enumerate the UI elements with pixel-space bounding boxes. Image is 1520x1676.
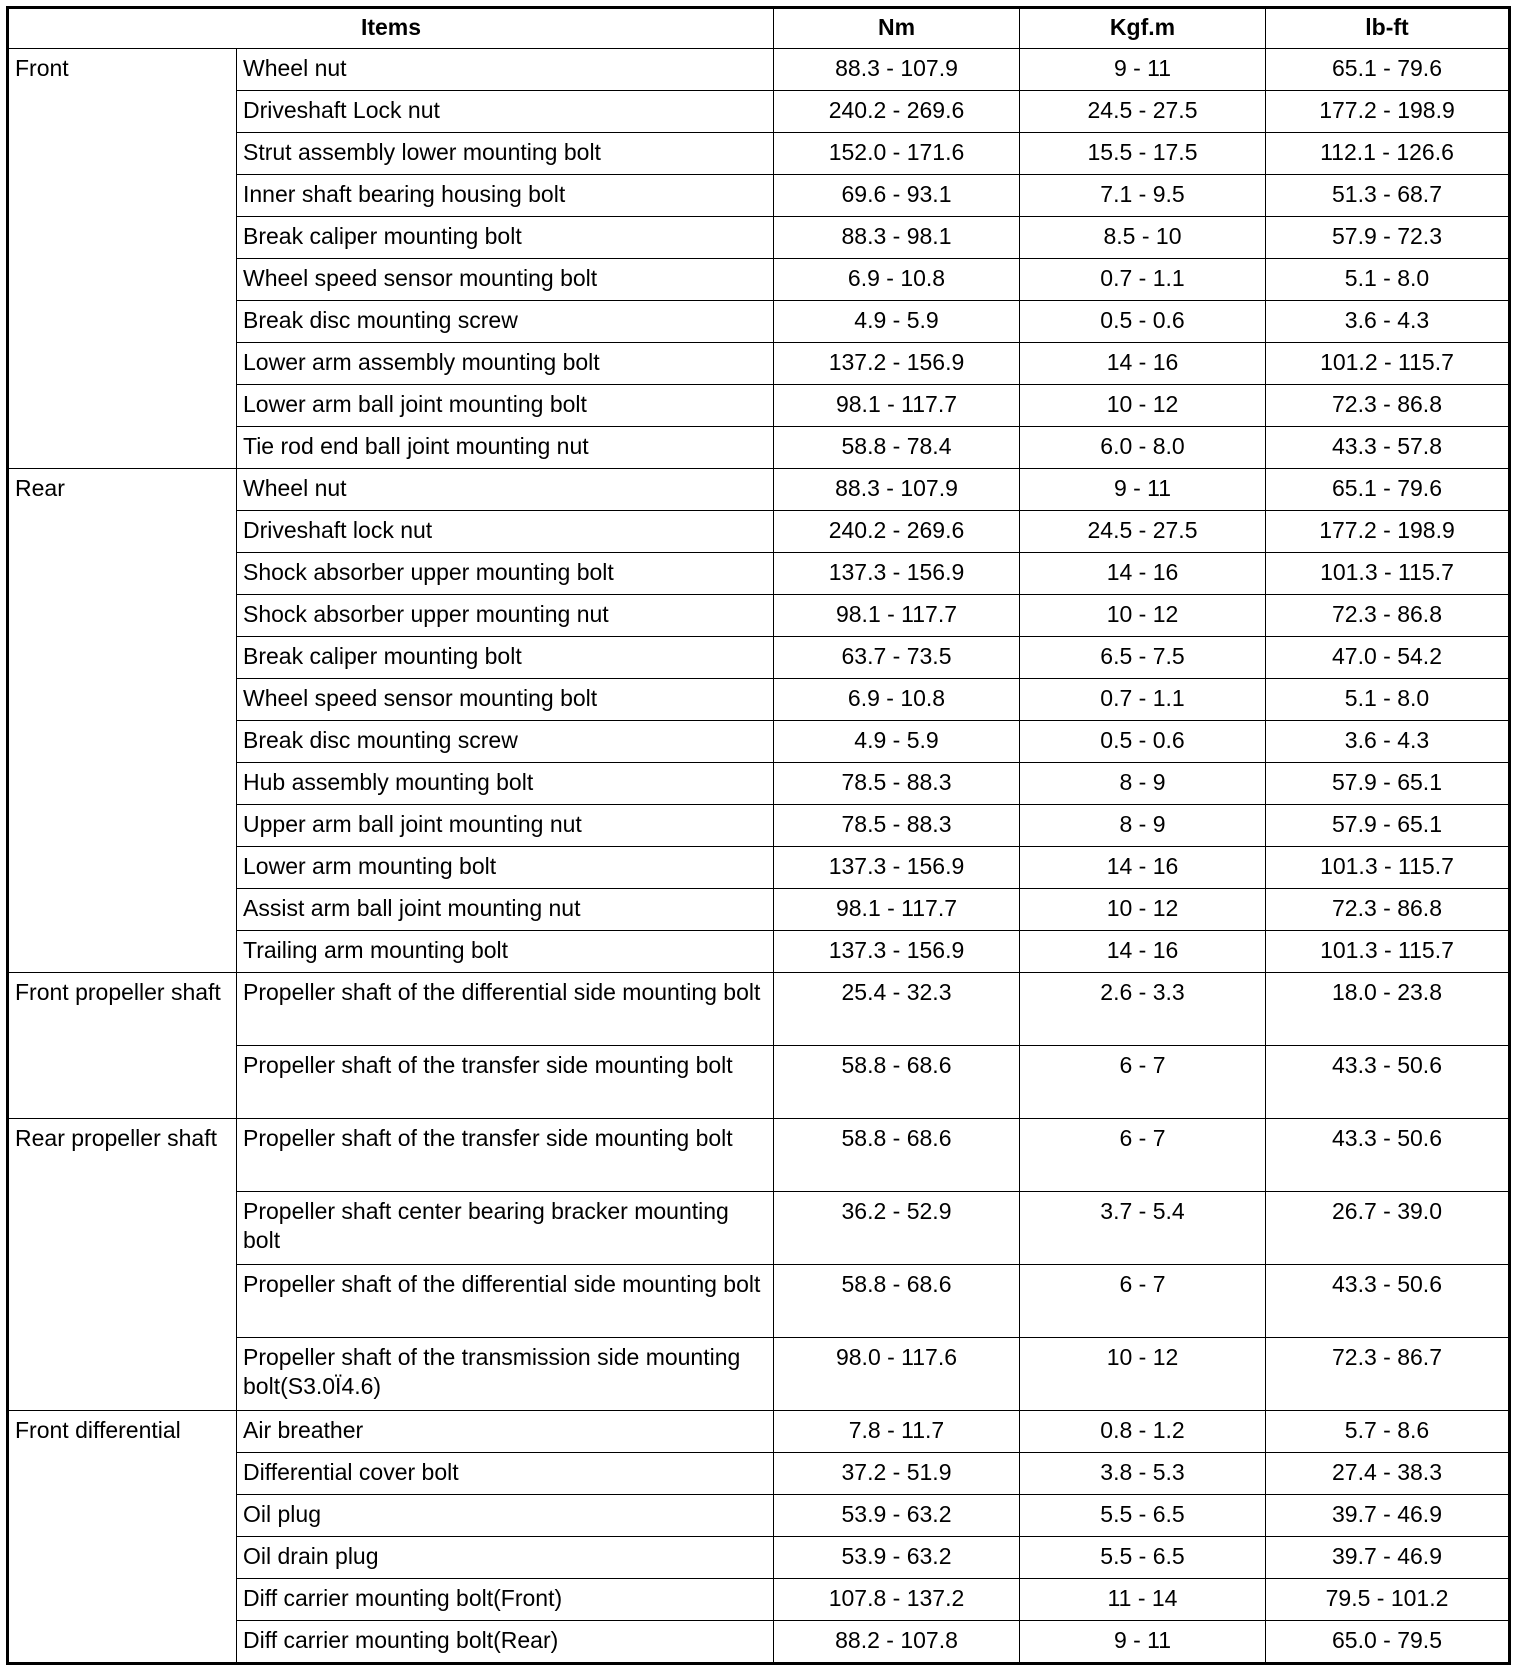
nm-cell: 98.1 - 117.7 xyxy=(774,385,1020,427)
nm-cell: 88.2 - 107.8 xyxy=(774,1621,1020,1664)
lbft-cell: 3.6 - 4.3 xyxy=(1266,721,1510,763)
kgf-cell: 3.7 - 5.4 xyxy=(1020,1192,1266,1265)
nm-cell: 25.4 - 32.3 xyxy=(774,973,1020,1046)
lbft-cell: 27.4 - 38.3 xyxy=(1266,1453,1510,1495)
header-items: Items xyxy=(8,8,774,49)
nm-cell: 137.3 - 156.9 xyxy=(774,847,1020,889)
item-cell: Lower arm mounting bolt xyxy=(237,847,774,889)
lbft-cell: 72.3 - 86.7 xyxy=(1266,1338,1510,1411)
group-label: Front propeller shaft xyxy=(8,973,237,1119)
item-cell: Oil drain plug xyxy=(237,1537,774,1579)
kgf-cell: 0.7 - 1.1 xyxy=(1020,259,1266,301)
lbft-cell: 5.7 - 8.6 xyxy=(1266,1411,1510,1453)
item-cell: Break disc mounting screw xyxy=(237,721,774,763)
lbft-cell: 57.9 - 65.1 xyxy=(1266,763,1510,805)
lbft-cell: 51.3 - 68.7 xyxy=(1266,175,1510,217)
item-cell: Propeller shaft of the differential side mounting bolt xyxy=(237,1265,774,1338)
item-cell: Propeller shaft of the transmission side mounting bolt(S3.0Ï4.6) xyxy=(237,1338,774,1411)
nm-cell: 7.8 - 11.7 xyxy=(774,1411,1020,1453)
lbft-cell: 43.3 - 50.6 xyxy=(1266,1119,1510,1192)
item-cell: Lower arm ball joint mounting bolt xyxy=(237,385,774,427)
nm-cell: 88.3 - 107.9 xyxy=(774,49,1020,91)
lbft-cell: 79.5 - 101.2 xyxy=(1266,1579,1510,1621)
kgf-cell: 10 - 12 xyxy=(1020,595,1266,637)
group-label: Front differential xyxy=(8,1411,237,1664)
kgf-cell: 14 - 16 xyxy=(1020,931,1266,973)
item-cell: Break caliper mounting bolt xyxy=(237,217,774,259)
table-row xyxy=(8,1119,1510,1192)
nm-cell: 58.8 - 78.4 xyxy=(774,427,1020,469)
kgf-cell: 6 - 7 xyxy=(1020,1265,1266,1338)
item-cell: Propeller shaft of the transfer side mounting bolt xyxy=(237,1046,774,1119)
nm-cell: 240.2 - 269.6 xyxy=(774,511,1020,553)
item-cell: Break disc mounting screw xyxy=(237,301,774,343)
nm-cell: 98.1 - 117.7 xyxy=(774,595,1020,637)
kgf-cell: 2.6 - 3.3 xyxy=(1020,973,1266,1046)
nm-cell: 63.7 - 73.5 xyxy=(774,637,1020,679)
kgf-cell: 6 - 7 xyxy=(1020,1046,1266,1119)
lbft-cell: 65.1 - 79.6 xyxy=(1266,469,1510,511)
header-nm: Nm xyxy=(774,8,1020,49)
kgf-cell: 9 - 11 xyxy=(1020,1621,1266,1664)
kgf-cell: 5.5 - 6.5 xyxy=(1020,1495,1266,1537)
item-cell: Diff carrier mounting bolt(Rear) xyxy=(237,1621,774,1664)
item-cell: Propeller shaft center bearing bracker mounting bolt xyxy=(237,1192,774,1265)
kgf-cell: 3.8 - 5.3 xyxy=(1020,1453,1266,1495)
kgf-cell: 8 - 9 xyxy=(1020,805,1266,847)
item-cell: Wheel speed sensor mounting bolt xyxy=(237,259,774,301)
kgf-cell: 8 - 9 xyxy=(1020,763,1266,805)
lbft-cell: 101.2 - 115.7 xyxy=(1266,343,1510,385)
lbft-cell: 177.2 - 198.9 xyxy=(1266,511,1510,553)
nm-cell: 137.3 - 156.9 xyxy=(774,553,1020,595)
lbft-cell: 43.3 - 50.6 xyxy=(1266,1046,1510,1119)
header-row xyxy=(8,8,1510,49)
kgf-cell: 24.5 - 27.5 xyxy=(1020,91,1266,133)
torque-spec-document xyxy=(6,6,1511,1665)
kgf-cell: 10 - 12 xyxy=(1020,385,1266,427)
kgf-cell: 9 - 11 xyxy=(1020,49,1266,91)
nm-cell: 4.9 - 5.9 xyxy=(774,301,1020,343)
nm-cell: 58.8 - 68.6 xyxy=(774,1046,1020,1119)
item-cell: Wheel nut xyxy=(237,469,774,511)
nm-cell: 36.2 - 52.9 xyxy=(774,1192,1020,1265)
kgf-cell: 8.5 - 10 xyxy=(1020,217,1266,259)
item-cell: Inner shaft bearing housing bolt xyxy=(237,175,774,217)
nm-cell: 98.0 - 117.6 xyxy=(774,1338,1020,1411)
item-cell: Assist arm ball joint mounting nut xyxy=(237,889,774,931)
kgf-cell: 6.0 - 8.0 xyxy=(1020,427,1266,469)
item-cell: Upper arm ball joint mounting nut xyxy=(237,805,774,847)
nm-cell: 6.9 - 10.8 xyxy=(774,679,1020,721)
item-cell: Wheel speed sensor mounting bolt xyxy=(237,679,774,721)
kgf-cell: 14 - 16 xyxy=(1020,343,1266,385)
item-cell: Oil plug xyxy=(237,1495,774,1537)
item-cell: Shock absorber upper mounting nut xyxy=(237,595,774,637)
kgf-cell: 14 - 16 xyxy=(1020,553,1266,595)
kgf-cell: 6 - 7 xyxy=(1020,1119,1266,1192)
item-cell: Shock absorber upper mounting bolt xyxy=(237,553,774,595)
lbft-cell: 72.3 - 86.8 xyxy=(1266,889,1510,931)
nm-cell: 98.1 - 117.7 xyxy=(774,889,1020,931)
table-row xyxy=(8,1411,1510,1453)
item-cell: Break caliper mounting bolt xyxy=(237,637,774,679)
item-cell: Air breather xyxy=(237,1411,774,1453)
nm-cell: 4.9 - 5.9 xyxy=(774,721,1020,763)
nm-cell: 88.3 - 98.1 xyxy=(774,217,1020,259)
nm-cell: 78.5 - 88.3 xyxy=(774,805,1020,847)
nm-cell: 53.9 - 63.2 xyxy=(774,1537,1020,1579)
kgf-cell: 6.5 - 7.5 xyxy=(1020,637,1266,679)
nm-cell: 6.9 - 10.8 xyxy=(774,259,1020,301)
group-label: Rear propeller shaft xyxy=(8,1119,237,1411)
lbft-cell: 39.7 - 46.9 xyxy=(1266,1537,1510,1579)
item-cell: Hub assembly mounting bolt xyxy=(237,763,774,805)
header-lbft: lb-ft xyxy=(1266,8,1510,49)
item-cell: Lower arm assembly mounting bolt xyxy=(237,343,774,385)
nm-cell: 78.5 - 88.3 xyxy=(774,763,1020,805)
kgf-cell: 11 - 14 xyxy=(1020,1579,1266,1621)
item-cell: Wheel nut xyxy=(237,49,774,91)
nm-cell: 69.6 - 93.1 xyxy=(774,175,1020,217)
lbft-cell: 47.0 - 54.2 xyxy=(1266,637,1510,679)
lbft-cell: 72.3 - 86.8 xyxy=(1266,385,1510,427)
lbft-cell: 101.3 - 115.7 xyxy=(1266,931,1510,973)
nm-cell: 137.2 - 156.9 xyxy=(774,343,1020,385)
lbft-cell: 39.7 - 46.9 xyxy=(1266,1495,1510,1537)
item-cell: Propeller shaft of the transfer side mounting bolt xyxy=(237,1119,774,1192)
lbft-cell: 72.3 - 86.8 xyxy=(1266,595,1510,637)
lbft-cell: 57.9 - 72.3 xyxy=(1266,217,1510,259)
kgf-cell: 15.5 - 17.5 xyxy=(1020,133,1266,175)
nm-cell: 37.2 - 51.9 xyxy=(774,1453,1020,1495)
kgf-cell: 0.7 - 1.1 xyxy=(1020,679,1266,721)
table-row xyxy=(8,469,1510,511)
nm-cell: 240.2 - 269.6 xyxy=(774,91,1020,133)
kgf-cell: 10 - 12 xyxy=(1020,889,1266,931)
kgf-cell: 0.8 - 1.2 xyxy=(1020,1411,1266,1453)
group-label: Rear xyxy=(8,469,237,973)
kgf-cell: 9 - 11 xyxy=(1020,469,1266,511)
lbft-cell: 57.9 - 65.1 xyxy=(1266,805,1510,847)
lbft-cell: 101.3 - 115.7 xyxy=(1266,847,1510,889)
kgf-cell: 5.5 - 6.5 xyxy=(1020,1537,1266,1579)
kgf-cell: 14 - 16 xyxy=(1020,847,1266,889)
lbft-cell: 112.1 - 126.6 xyxy=(1266,133,1510,175)
item-cell: Driveshaft lock nut xyxy=(237,511,774,553)
nm-cell: 88.3 - 107.9 xyxy=(774,469,1020,511)
item-cell: Propeller shaft of the differential side mounting bolt xyxy=(237,973,774,1046)
item-cell: Strut assembly lower mounting bolt xyxy=(237,133,774,175)
item-cell: Differential cover bolt xyxy=(237,1453,774,1495)
item-cell: Tie rod end ball joint mounting nut xyxy=(237,427,774,469)
table-row xyxy=(8,49,1510,91)
lbft-cell: 177.2 - 198.9 xyxy=(1266,91,1510,133)
nm-cell: 137.3 - 156.9 xyxy=(774,931,1020,973)
nm-cell: 53.9 - 63.2 xyxy=(774,1495,1020,1537)
item-cell: Driveshaft Lock nut xyxy=(237,91,774,133)
nm-cell: 107.8 - 137.2 xyxy=(774,1579,1020,1621)
item-cell: Trailing arm mounting bolt xyxy=(237,931,774,973)
lbft-cell: 65.1 - 79.6 xyxy=(1266,49,1510,91)
nm-cell: 58.8 - 68.6 xyxy=(774,1119,1020,1192)
kgf-cell: 24.5 - 27.5 xyxy=(1020,511,1266,553)
item-cell: Diff carrier mounting bolt(Front) xyxy=(237,1579,774,1621)
lbft-cell: 3.6 - 4.3 xyxy=(1266,301,1510,343)
lbft-cell: 26.7 - 39.0 xyxy=(1266,1192,1510,1265)
kgf-cell: 7.1 - 9.5 xyxy=(1020,175,1266,217)
lbft-cell: 101.3 - 115.7 xyxy=(1266,553,1510,595)
kgf-cell: 10 - 12 xyxy=(1020,1338,1266,1411)
torque-spec-table xyxy=(6,6,1511,1665)
group-label: Front xyxy=(8,49,237,469)
table-row xyxy=(8,973,1510,1046)
kgf-cell: 0.5 - 0.6 xyxy=(1020,721,1266,763)
kgf-cell: 0.5 - 0.6 xyxy=(1020,301,1266,343)
lbft-cell: 65.0 - 79.5 xyxy=(1266,1621,1510,1664)
lbft-cell: 43.3 - 57.8 xyxy=(1266,427,1510,469)
nm-cell: 152.0 - 171.6 xyxy=(774,133,1020,175)
lbft-cell: 5.1 - 8.0 xyxy=(1266,259,1510,301)
header-kgf: Kgf.m xyxy=(1020,8,1266,49)
lbft-cell: 18.0 - 23.8 xyxy=(1266,973,1510,1046)
lbft-cell: 5.1 - 8.0 xyxy=(1266,679,1510,721)
lbft-cell: 43.3 - 50.6 xyxy=(1266,1265,1510,1338)
nm-cell: 58.8 - 68.6 xyxy=(774,1265,1020,1338)
